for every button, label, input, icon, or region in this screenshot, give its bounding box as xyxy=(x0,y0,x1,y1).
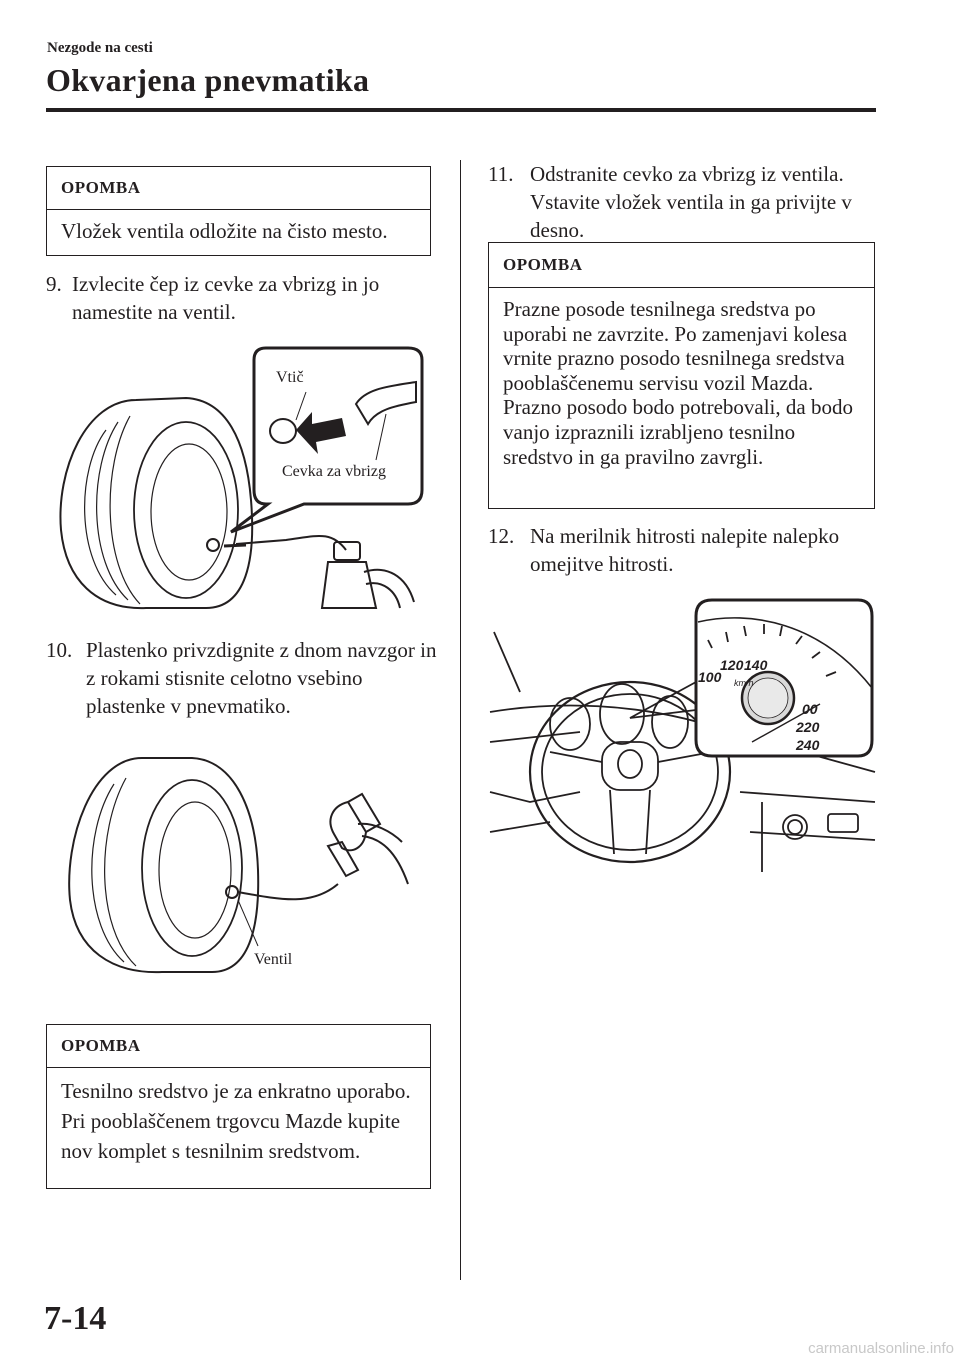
tire-bottle-figure xyxy=(62,750,422,990)
note-box xyxy=(488,242,875,509)
label-valve: Ventil xyxy=(254,951,293,968)
step-10 xyxy=(46,636,446,720)
gauge-mark: 120 xyxy=(720,657,744,673)
step-9 xyxy=(46,270,436,326)
gauge-mark: 220 xyxy=(796,719,820,735)
gauge-mark: 00 xyxy=(802,701,818,717)
watermark: carmanualsonline.info xyxy=(808,1340,954,1357)
column-divider xyxy=(460,160,461,1280)
section-label: Nezgode na cesti xyxy=(47,40,153,56)
note-box xyxy=(46,166,431,256)
step-number: 10. xyxy=(46,638,73,662)
step-11 xyxy=(488,160,888,244)
step-number: 11. xyxy=(488,162,514,186)
step-text: Plastenko privzdignite z dnom navzgor in z rokami stisnite celotno vsebino plastenke v pnevmatiko. xyxy=(86,638,437,718)
note-heading: OPOMBA xyxy=(47,167,430,210)
note-box xyxy=(46,1024,431,1189)
note-body: Tesnilno sredstvo je za enkratno uporabo. Pri pooblaščenem trgovcu Mazde kupite nov komplet s tesnilnim sredstvom. xyxy=(61,1079,411,1163)
dashboard-figure xyxy=(490,592,875,882)
gauge-unit: km/h xyxy=(734,678,754,688)
step-number: 12. xyxy=(488,524,515,548)
gauge-mark: 240 xyxy=(796,737,820,753)
title-rule xyxy=(46,108,876,112)
gauge-mark: 100 xyxy=(698,669,722,685)
step-text: Odstranite cevko za vbrizg iz ventila. Vstavite vložek ventila in ga privijte v desno. xyxy=(530,162,852,242)
note-heading: OPOMBA xyxy=(489,243,874,288)
step-text: Izvlecite čep iz cevke za vbrizg in jo namestite na ventil. xyxy=(72,272,380,324)
note-body: Prazne posode tesnilnega sredstva po uporabi ne zavrzite. Po zamenjavi kolesa vrnite prazno posodo tesnilnega sredstva pooblaščenemu servisu vozil Mazda. Prazno posodo bodo potrebovali, da bodo vanjo izpraznili izrabljeno tesnilno sredstvo in ga pravilno zavrgli. xyxy=(503,297,853,469)
step-12 xyxy=(488,522,888,578)
gauge-mark: 140 xyxy=(744,657,768,673)
page-number: 7-14 xyxy=(44,1300,107,1337)
label-injection-hose: Cevka za vbrizg xyxy=(282,463,386,480)
note-heading: OPOMBA xyxy=(47,1025,430,1068)
label-plug: Vtič xyxy=(276,369,304,386)
step-text: Na merilnik hitrosti nalepite nalepko omejitve hitrosti. xyxy=(530,524,840,576)
note-body: Vložek ventila odložite na čisto mesto. xyxy=(61,219,388,243)
page-title: Okvarjena pnevmatika xyxy=(46,62,370,98)
tire-injection-figure xyxy=(46,340,436,620)
step-number: 9. xyxy=(46,272,62,296)
